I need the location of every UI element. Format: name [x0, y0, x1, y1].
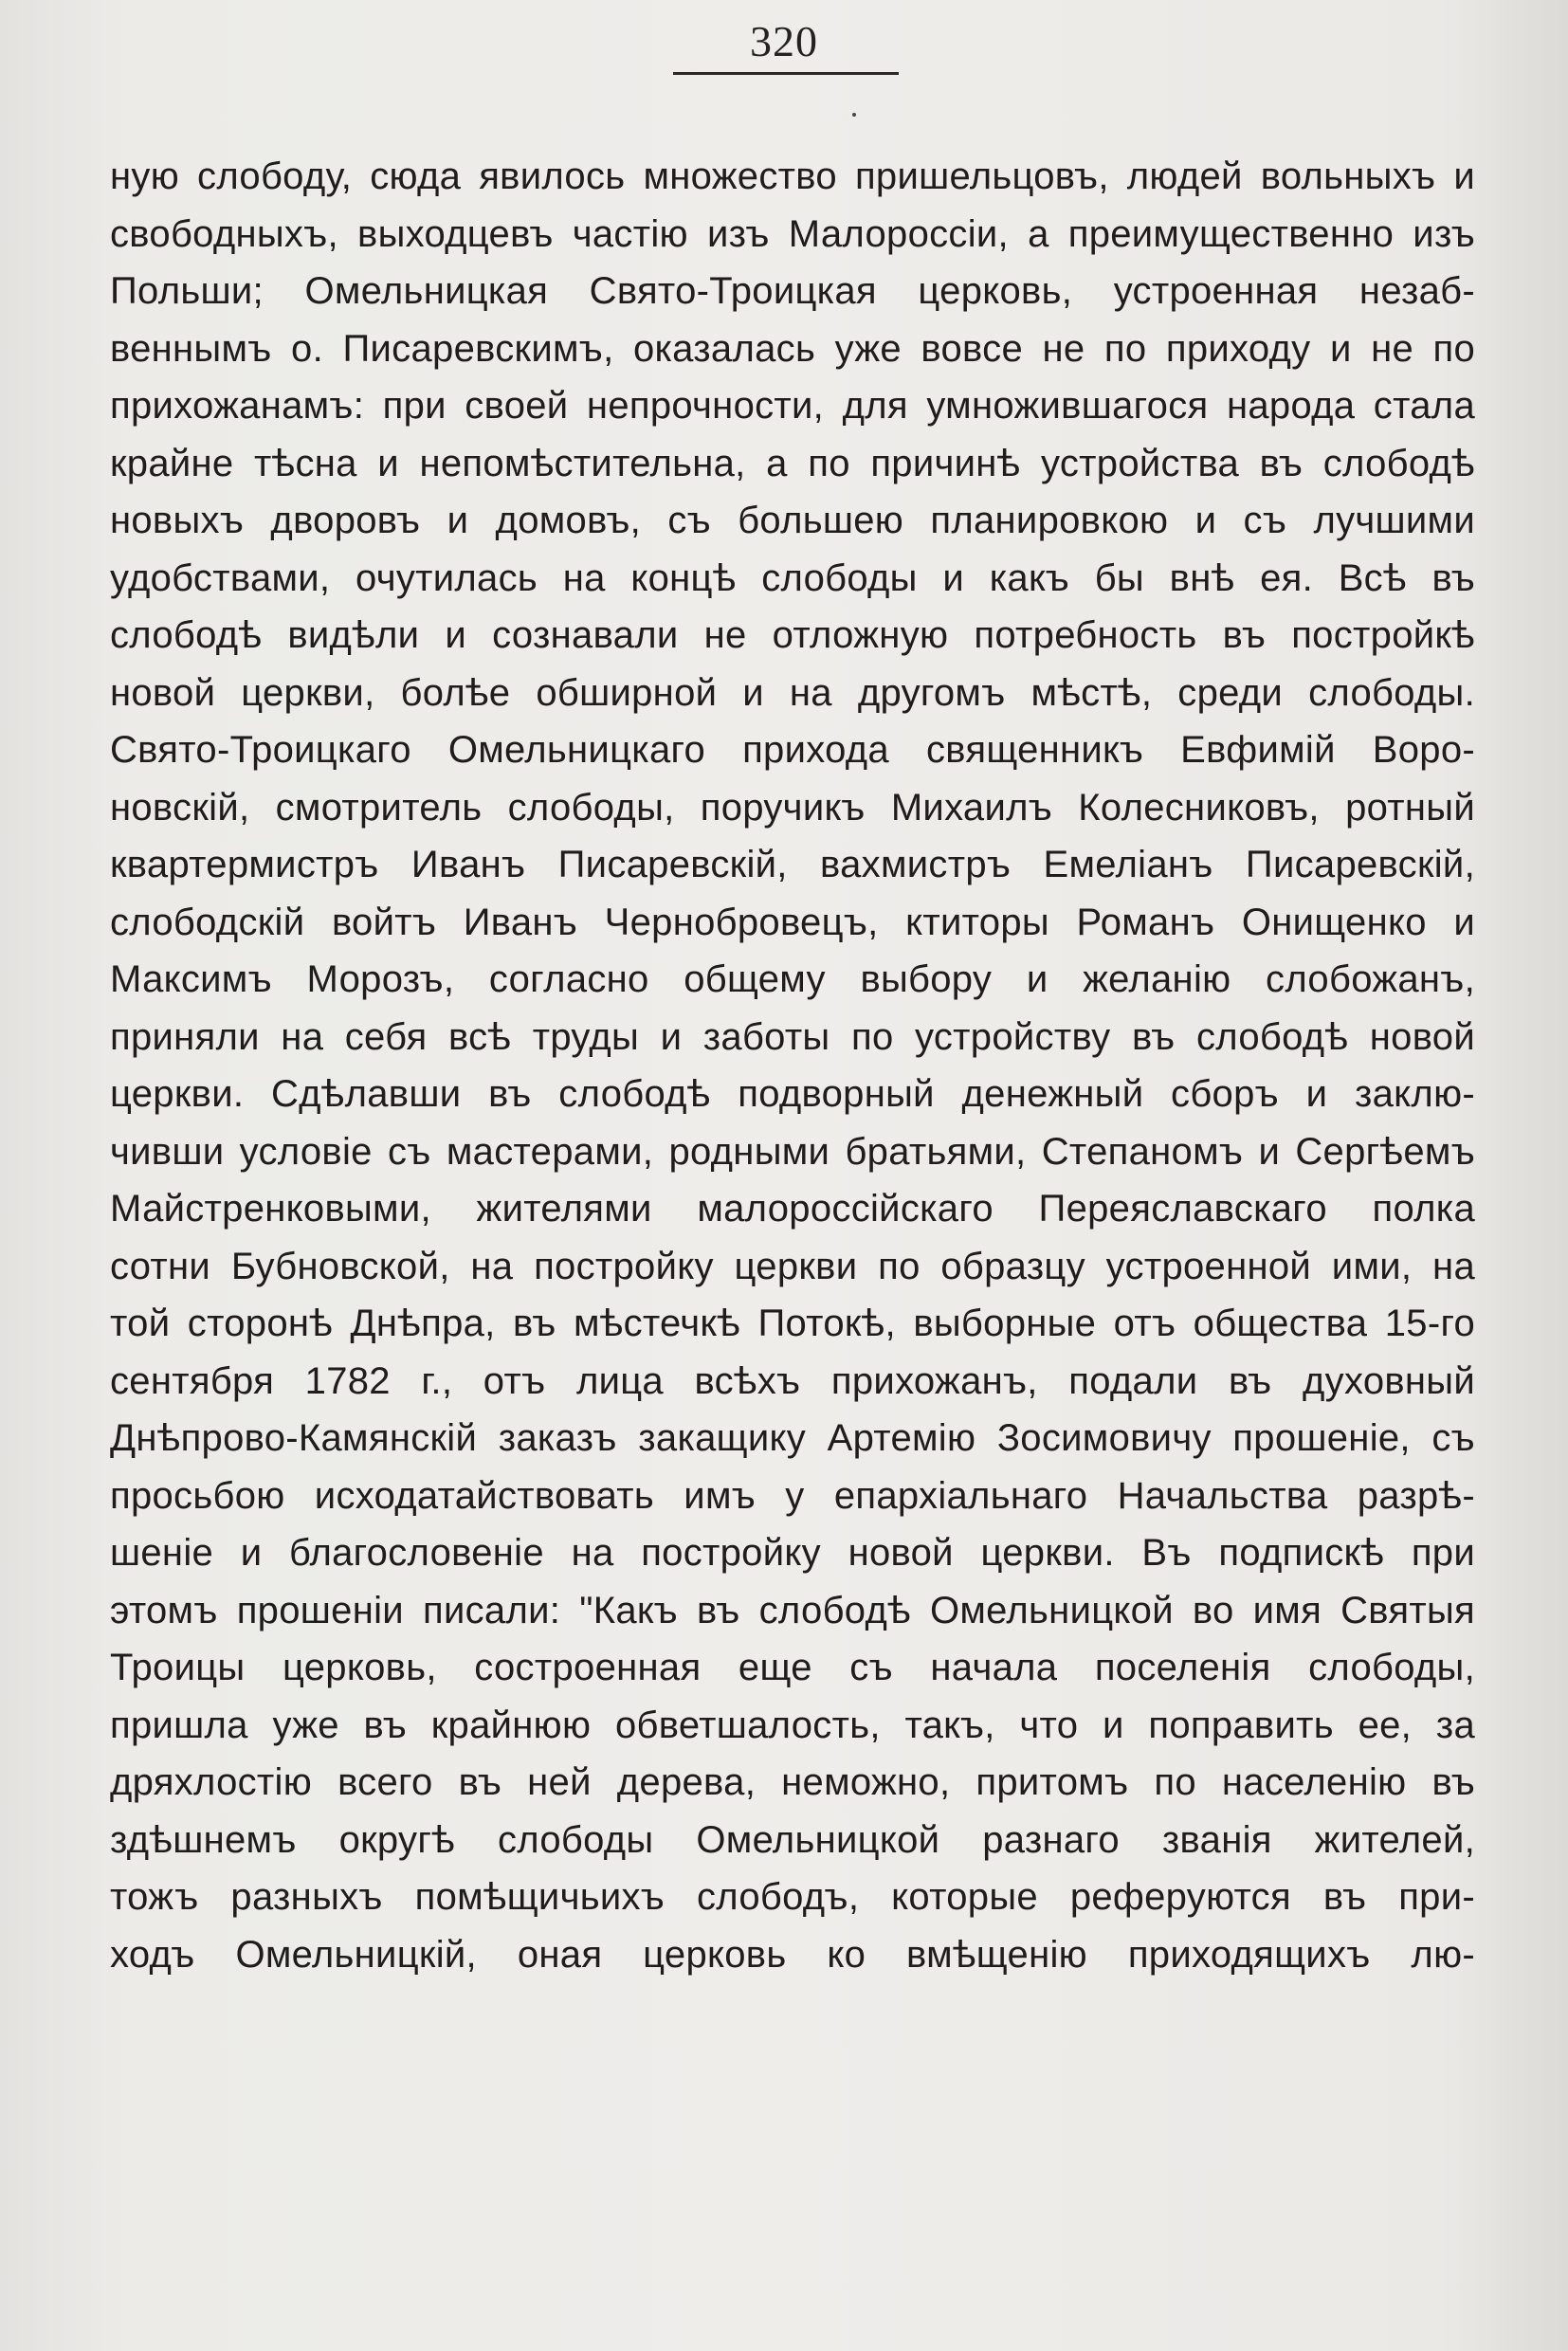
text-line: шеніе и благословеніе на постройку новой церкви. Въ подпискѣ при: [110, 1532, 1475, 1574]
text-line: этомъ прошеніи писали: "Какъ въ слободѣ Омельницкой во имя Святыя: [110, 1589, 1475, 1631]
text-line: дряхлостію всего въ ней дерева, неможно, притомъ по населенію въ: [110, 1761, 1475, 1803]
text-line: крайне тѣсна и непомѣстительна, а по причинѣ устройства въ слободѣ: [110, 442, 1475, 484]
text-line: Троицы церковь, состроенная еще съ начала поселенія слободы,: [110, 1647, 1475, 1688]
text-line: Свято-Троицкаго Омельницкаго прихода священникъ Евфимій Воро-: [110, 729, 1475, 771]
text-line: новой церкви, болѣе обширной и на другомъ мѣстѣ, среди слободы.: [110, 671, 1475, 714]
text-line: новыхъ дворовъ и домовъ, съ большею планировкою и съ лучшими: [110, 500, 1475, 541]
page-number: 320: [750, 17, 818, 65]
body-text: [110, 148, 1475, 1983]
text-line: здѣшнемъ округѣ слободы Омельницкой разнаго званія жителей,: [110, 1818, 1475, 1861]
text-line: пришла уже въ крайнюю обветшалость, такъ, что и поправить ее, за: [110, 1704, 1475, 1746]
text-line: той сторонѣ Днѣпра, въ мѣстечкѣ Потокѣ, выборные отъ общества 15-го: [110, 1303, 1475, 1344]
text-line: слободскій войтъ Иванъ Чернобровецъ, ктиторы Романъ Онищенко и: [110, 901, 1475, 943]
text-line: тожъ разныхъ помѣщичьихъ слободъ, которые реферуются въ при-: [110, 1876, 1475, 1918]
text-line: Майстренковыми, жителями малороссійскаго Переяславскаго полка: [110, 1188, 1475, 1230]
text-line: сентября 1782 г., отъ лица всѣхъ прихожанъ, подали въ духовный: [110, 1359, 1475, 1402]
text-line: ходъ Омельницкій, оная церковь ко вмѣщенію приходящихъ лю-: [110, 1933, 1475, 1976]
text-line: новскій, смотритель слободы, поручикъ Михаилъ Колесниковъ, ротный: [110, 786, 1475, 829]
text-line: удобствами, очутилась на концѣ слободы и какъ бы внѣ ея. Всѣ въ: [110, 556, 1475, 599]
text-line: приняли на себя всѣ труды и заботы по устройству въ слободѣ новой: [110, 1015, 1475, 1058]
page-number-rule: [673, 72, 899, 75]
ink-speck: [852, 113, 856, 117]
text-line: слободѣ видѣли и сознавали не отложную потребность въ постройкѣ: [110, 614, 1475, 656]
text-line: просьбою исходатайствовать имъ у епархіальнаго Начальства разрѣ-: [110, 1474, 1475, 1517]
text-line: свободныхъ, выходцевъ частію изъ Малороссіи, а преимущественно изъ: [110, 212, 1475, 255]
text-line: сотни Бубновской, на постройку церкви по образцу устроенной ими, на: [110, 1245, 1475, 1287]
text-line: ную слободу, сюда явилось множество пришельцовъ, людей вольныхъ и: [110, 155, 1475, 197]
text-line: веннымъ о. Писаревскимъ, оказалась уже вовсе не по приходу и не по: [110, 327, 1475, 370]
text-line: Польши; Омельницкая Свято-Троицкая церковь, устроенная незаб-: [110, 270, 1475, 312]
text-line: чивши условіе съ мастерами, родными братьями, Степаномъ и Сергѣемъ: [110, 1130, 1475, 1173]
text-line: квартермистръ Иванъ Писаревскій, вахмистръ Емеліанъ Писаревскій,: [110, 844, 1475, 885]
text-line: Максимъ Морозъ, согласно общему выбору и желанію слобожанъ,: [110, 958, 1475, 1000]
text-line: прихожанамъ: при своей непрочности, для умножившагося народа стала: [110, 385, 1475, 427]
text-line: церкви. Сдѣлавши въ слободѣ подворный денежный сборъ и заклю-: [110, 1073, 1475, 1115]
text-line: Днѣпрово-Камянскій заказъ закащику Артемію Зосимовичу прошеніе, съ: [110, 1417, 1475, 1459]
